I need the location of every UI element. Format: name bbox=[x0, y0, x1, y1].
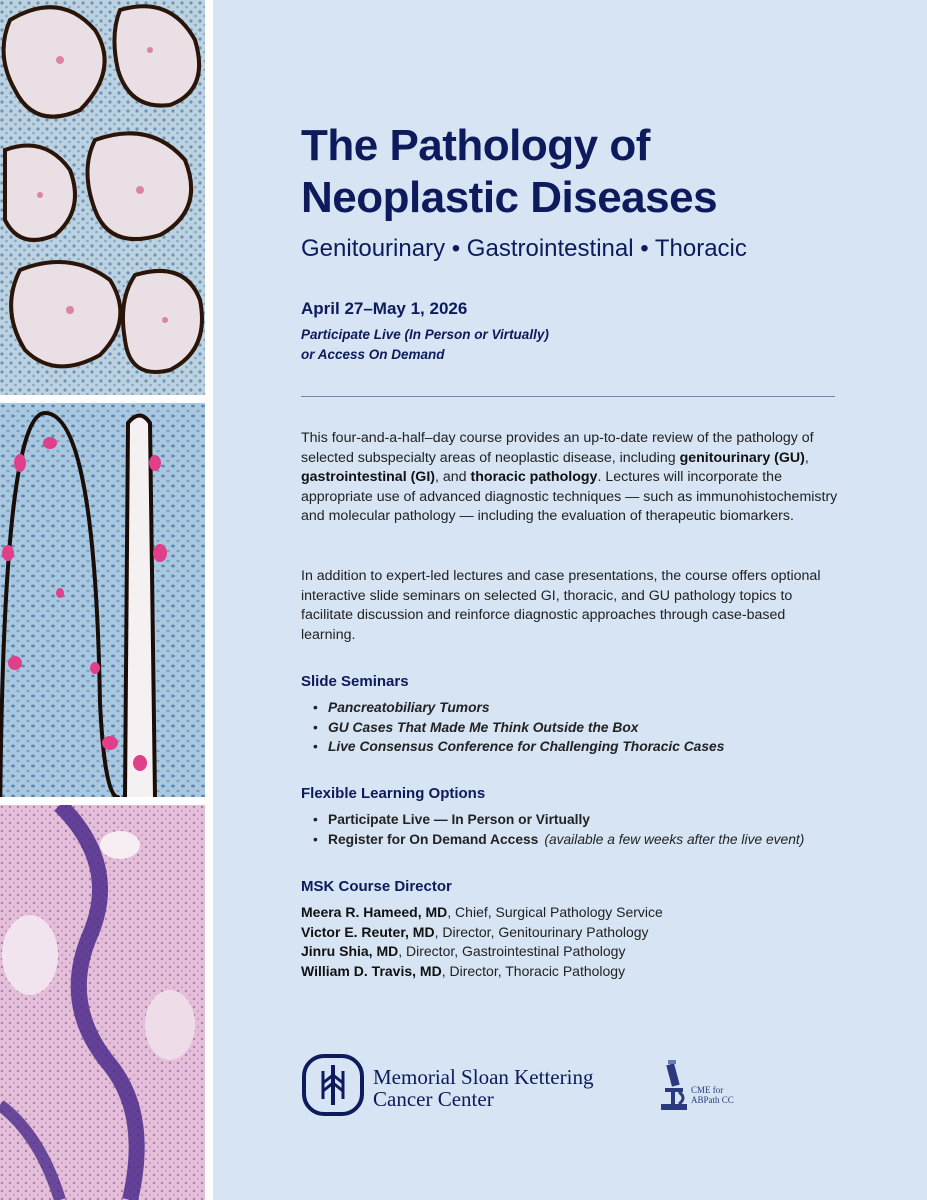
list-item: Jinru Shia, MD, Director, Gastrointestinal Pathology bbox=[301, 943, 626, 960]
dual-stain-gland-image bbox=[0, 403, 205, 797]
list-item: Meera R. Hameed, MD, Chief, Surgical Pathology Service bbox=[301, 904, 663, 920]
list-item: • Pancreatobiliary Tumors bbox=[313, 700, 490, 715]
participate-line-1: Participate Live (In Person or Virtually) bbox=[301, 327, 549, 342]
cme-label: CME for ABPath CC bbox=[691, 1085, 734, 1105]
slide-seminars-heading: Slide Seminars bbox=[301, 673, 409, 690]
histology-image-column bbox=[0, 0, 205, 1200]
participation-options bbox=[301, 325, 549, 364]
course-director-heading: MSK Course Director bbox=[301, 878, 452, 895]
list-item: William D. Travis, MD, Director, Thoracic Pathology bbox=[301, 962, 626, 979]
content-panel bbox=[213, 0, 927, 1200]
ihc-stained-tissue-image bbox=[0, 0, 205, 395]
list-item: Victor E. Reuter, MD, Director, Genitourinary Pathology bbox=[301, 923, 649, 940]
msk-name: Memorial Sloan Kettering Cancer Center bbox=[373, 1065, 594, 1111]
page-title bbox=[301, 120, 901, 224]
microscope-icon bbox=[659, 1058, 689, 1112]
title-line-2: Neoplastic Diseases bbox=[301, 173, 718, 222]
list-item: • Participate Live — In Person or Virtually bbox=[313, 812, 590, 827]
description-paragraph-1: This four-and-a-half–day course provides an up-to-date review of the pathology of selected subspecialty areas of neoplastic disease, including genitourinary (GU), gastrointestinal (GI), and thoracic pathology. Lectures will incorporate the appropriate use of advanced diagnostic techniques — such as immunohistochemistry and molecular pathology — including the evaluation of therapeutic biomarkers. bbox=[301, 430, 838, 525]
slide-seminars-list bbox=[313, 698, 724, 757]
course-director-list bbox=[301, 903, 663, 981]
subtitle: Genitourinary • Gastrointestinal • Thoracic bbox=[301, 235, 747, 262]
he-stained-tissue-image bbox=[0, 805, 205, 1200]
list-item: • Register for On Demand Access (available a few weeks after the live event) bbox=[313, 831, 805, 847]
list-item: • Live Consensus Conference for Challenging Thoracic Cases bbox=[313, 739, 725, 755]
divider bbox=[301, 396, 835, 397]
description-paragraph-2: In addition to expert-led lectures and case presentations, the course offers optional interactive slide seminars on selected GI, thoracic, and GU pathology topics to facilitate discussion and reinforce diagnostic approaches through case-based learning. bbox=[301, 568, 821, 643]
event-date: April 27–May 1, 2026 bbox=[301, 299, 468, 318]
msk-logo-icon bbox=[301, 1053, 365, 1117]
learning-options-heading: Flexible Learning Options bbox=[301, 785, 486, 802]
title-line-1: The Pathology of bbox=[301, 121, 650, 170]
participate-line-2: or Access On Demand bbox=[301, 346, 445, 362]
list-item: • GU Cases That Made Me Think Outside the Box bbox=[313, 719, 639, 735]
learning-options-list bbox=[313, 810, 804, 849]
